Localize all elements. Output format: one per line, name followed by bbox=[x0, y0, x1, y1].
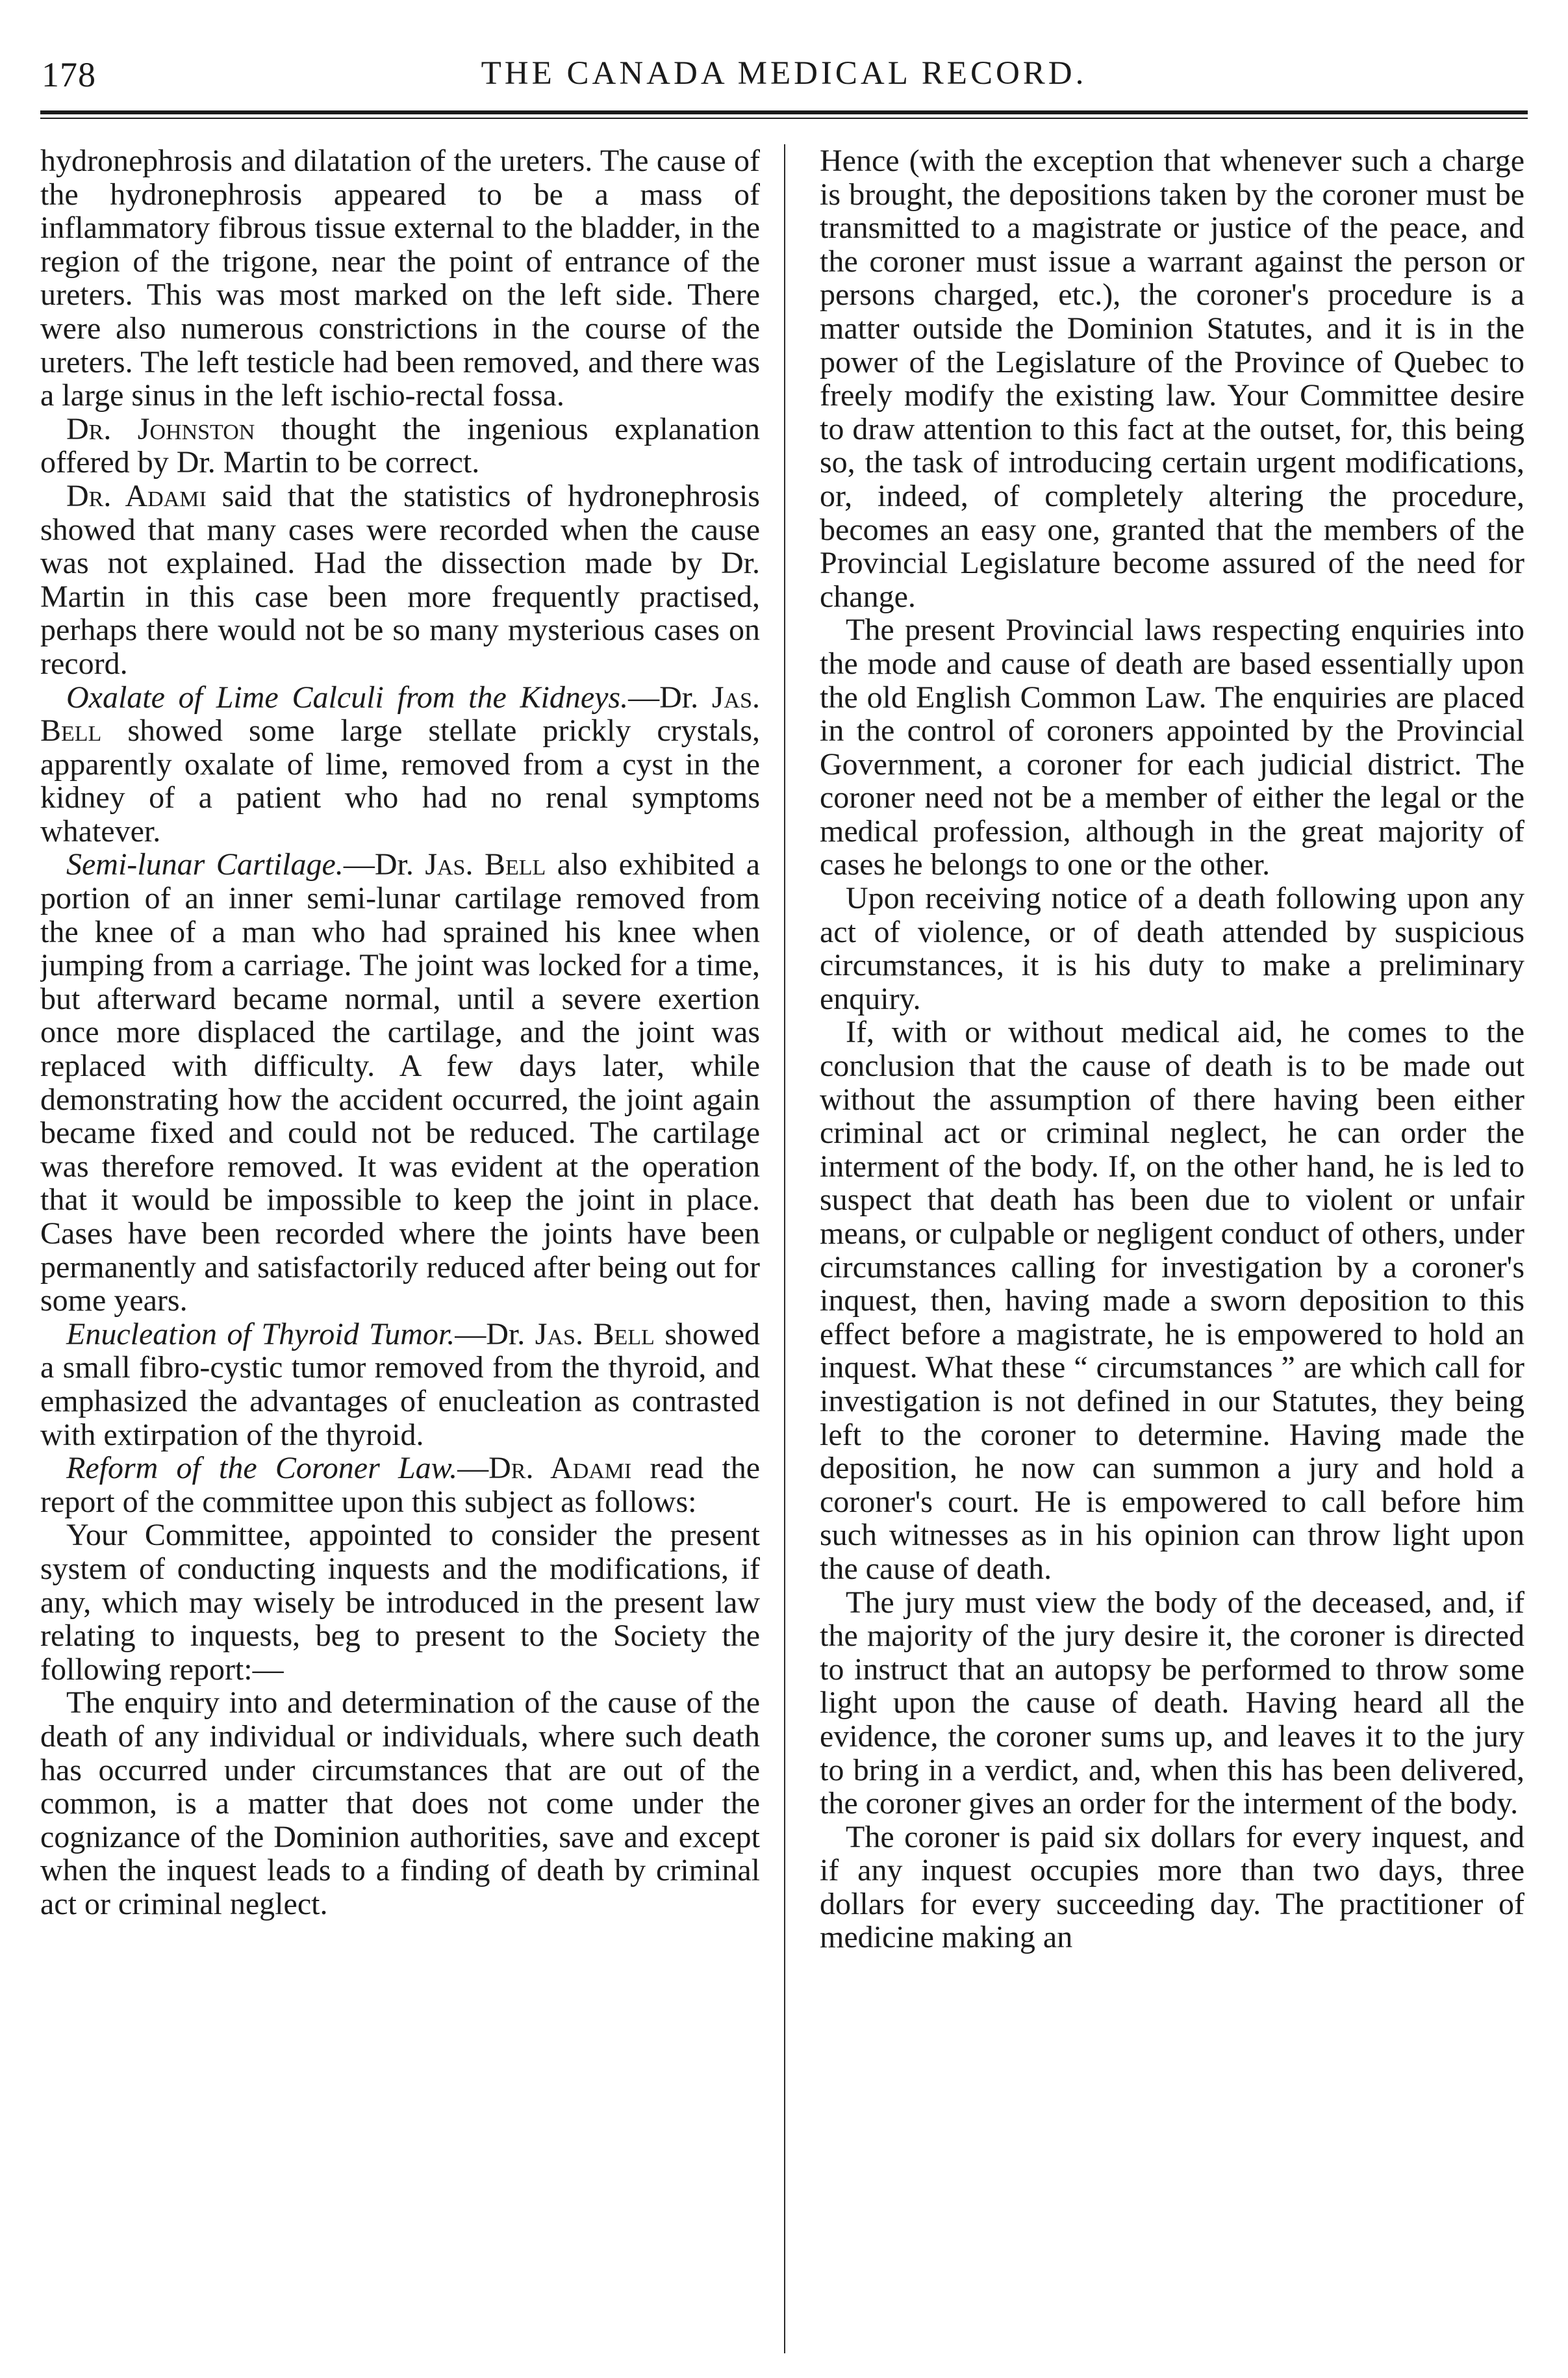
paragraph-provincial-power: Hence (with the exception that whenever such a charge is brought, the depositions taken by the coroner must be transmitted to a magistrate or justice of the peace, and the coroner must issue a warrant against the person or persons charged, etc.), the coroner's procedure is a matter outside the Dominion Statutes, and it is in the power of the Legislature of the Province of Quebec to freely modify the existing law. Your Committee desire to draw attention to this fact at the outset, for, this being so, the task of introducing certain urgent modifications, or, indeed, of completely altering the procedure, becomes an easy one, granted that the members of the Provincial Legislature become assured of the need for change. bbox=[820, 144, 1524, 614]
paragraph-jury-verdict: The jury must view the body of the deceased, and, if the majority of the jury desire it, the coroner is directed to instruct that an autopsy be performed to throw some light upon the cause of death. Having heard all the evidence, the coroner sums up, and leaves it to the jury to bring in a verdict, and, when this has been delivered, the coroner gives an order for the interment of the body. bbox=[820, 1585, 1524, 1821]
dash: —Dr. bbox=[343, 847, 425, 882]
column-divider bbox=[784, 144, 785, 2353]
section-heading: Reform of the Coroner Law. bbox=[66, 1451, 458, 1486]
section-semilunar-cartilage bbox=[40, 848, 760, 1317]
paragraph-text: read the report of the committee upon this subject as follows: bbox=[40, 1451, 760, 1519]
dash: —Dr. bbox=[628, 680, 712, 715]
header-rule-thin bbox=[40, 118, 1528, 119]
section-oxalate-calculi bbox=[40, 681, 760, 849]
paragraph-hydronephrosis-case: hydronephrosis and dilatation of the ureters. The cause of the hydronephrosis appeared to be a mass of inflammatory fibrous tissue external to the bladder, in the region of the trigone, near the point of entrance of the ureters. This was most marked on the left side. There were also numerous constrictions in the course of the ureters. The left testicle had been removed, and there was a large sinus in the left ischio-rectal fossa. bbox=[40, 144, 760, 413]
paragraph-committee-intro: Your Committee, appointed to consider the present system of conducting inquests and the modifications, if any, which may wisely be introduced in the present law relating to inquests, beg to present to the Society the following report:— bbox=[40, 1518, 760, 1687]
paragraph-text: also exhibited a portion of an inner semi-lunar cartilage removed from the knee of a man who had sprained his knee when jumping from a carriage. The joint was locked for a time, but afterward became normal, until a severe exertion once more displaced the cartilage, and the joint was replaced with difficulty. A few days later, while demonstrating how the accident occurred, the joint again became fixed and could not be reduced. The cartilage was therefore removed. It was evident at the operation that it would be impossible to keep the joint in place. Cases have been recorded where the joints have been permanently and satisfactorily reduced after being out for some years. bbox=[40, 847, 760, 1318]
paragraph-provincial-laws: The present Provincial laws respecting enquiries into the mode and cause of death are based essentially upon the old English Common Law. The enquiries are placed in the control of coroners appointed by the Provincial Government, a coroner for each judicial district. The coroner need not be a member of either the legal or the medical profession, although in the great majority of cases he belongs to one or the other. bbox=[820, 613, 1524, 882]
paragraph-preliminary-enquiry: Upon receiving notice of a death following upon any act of violence, or of death attended by suspicious circumstances, it is his duty to make a preliminary enquiry. bbox=[820, 881, 1524, 1016]
right-column bbox=[820, 144, 1524, 2353]
speaker-name: Jas. Bell bbox=[425, 847, 546, 882]
section-heading: Oxalate of Lime Calculi from the Kidneys. bbox=[66, 680, 629, 715]
paragraph-text: thought the ingenious explanation offered by Dr. Martin to be correct. bbox=[40, 411, 760, 480]
dash: — bbox=[457, 1451, 489, 1486]
paragraph-inquest-procedure: If, with or without medical aid, he comes to the conclusion that the cause of death is to be made out without the assumption of there having been either criminal act or criminal neglect, he can order the interment of the body. If, on the other hand, he is led to suspect that death has been due to violent or unfair means, or culpable or negligent conduct of others, under circumstances calling for investigation by a coroner's inquest, then, having made a sworn deposition to this effect before a magistrate, he is empowered to hold an inquest. What these “ circumstances ” are which call for investigation is not defined in our Statutes, they being left to the coroner to determine. Having made the deposition, he now can summon a jury and hold a coroner's court. He is empowered to call before him such witnesses as in his opinion can throw light upon the cause of death. bbox=[820, 1015, 1524, 1586]
speaker-name: Jas. Bell bbox=[535, 1316, 655, 1351]
section-heading: Enucleation of Thyroid Tumor. bbox=[66, 1316, 455, 1351]
paragraph-adami-remark bbox=[40, 479, 760, 681]
paragraph-text: showed some large stellate prickly crystals, apparently oxalate of lime, removed from a cyst in the kidney of a patient who had no renal symptoms whatever. bbox=[40, 713, 760, 849]
section-thyroid-enucleation bbox=[40, 1318, 760, 1451]
speaker-name: Dr. Johnston bbox=[66, 411, 255, 446]
running-title: THE CANADA MEDICAL RECORD. bbox=[481, 55, 1087, 92]
section-heading: Semi-lunar Cartilage. bbox=[66, 847, 344, 882]
header-rule-thick bbox=[40, 110, 1528, 114]
paragraph-coroner-fees: The coroner is paid six dollars for every inquest, and if any inquest occupies more than two days, three dollars for every succeeding day. The practitioner of medicine making an bbox=[820, 1819, 1524, 1955]
left-column bbox=[40, 144, 760, 2353]
section-coroner-law bbox=[40, 1451, 760, 1518]
dash: —Dr. bbox=[455, 1316, 535, 1351]
speaker-name: Dr. Adami bbox=[66, 478, 207, 513]
paragraph-enquiry-jurisdiction: The enquiry into and determination of the cause of the death of any individual or individuals, where such death has occurred under circumstances that are out of the common, is a matter that does not come under the cognizance of the Dominion authorities, save and except when the inquest leads to a finding of death by criminal act or criminal neglect. bbox=[40, 1685, 760, 1921]
page-number: 178 bbox=[42, 55, 96, 94]
speaker-name: Dr. Adami bbox=[488, 1451, 632, 1486]
paragraph-johnston-remark bbox=[40, 413, 760, 479]
paragraph-text: showed a small fibro-cystic tumor removed from the thyroid, and emphasized the advantages of enucleation as contrasted with extirpation of the thyroid. bbox=[40, 1316, 760, 1452]
speaker-name: Jas. Bell bbox=[40, 680, 760, 748]
paragraph-text: said that the statistics of hydronephrosis showed that many cases were recorded when the cause was not explained. Had the dissection made by Dr. Martin in this case been more frequently practised, perhaps there would not be so many mysterious cases on record. bbox=[40, 478, 760, 681]
